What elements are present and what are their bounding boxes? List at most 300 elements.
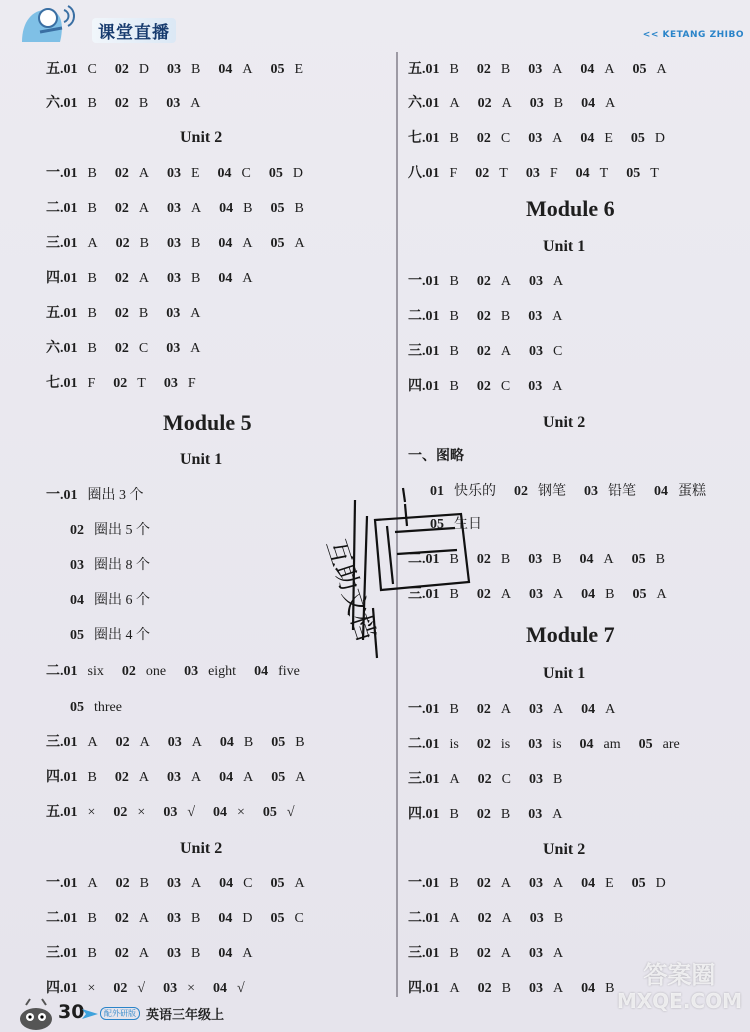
question-number: 二.01 bbox=[408, 552, 440, 567]
answer-value: × bbox=[237, 805, 245, 820]
question-number: 02 bbox=[113, 376, 128, 391]
question-number: 05 bbox=[630, 131, 645, 146]
answer-row bbox=[46, 733, 323, 753]
question-number: 02 bbox=[475, 166, 490, 181]
answer-row bbox=[408, 342, 580, 362]
module-heading: Module 5 bbox=[163, 410, 252, 435]
question-number: 02 bbox=[115, 236, 130, 251]
mascot-icon bbox=[14, 2, 84, 44]
question-number: 05 bbox=[270, 201, 285, 216]
question-number: 02 bbox=[114, 341, 129, 356]
question-number: 05 bbox=[270, 876, 285, 891]
question-number: 02 bbox=[114, 201, 129, 216]
answer-value: D bbox=[292, 166, 303, 181]
question-number: 04 bbox=[581, 981, 596, 996]
module-heading: Module 7 bbox=[526, 622, 615, 647]
question-number: 03 bbox=[166, 166, 181, 181]
unit-heading: Unit 2 bbox=[180, 129, 223, 146]
watermark-line2: MXQE.COM bbox=[616, 989, 742, 1013]
answer-row bbox=[408, 447, 474, 467]
question-number: 01 bbox=[430, 484, 444, 499]
question-number: 03 bbox=[528, 946, 543, 961]
answer-row bbox=[70, 698, 140, 718]
answer-value: F bbox=[549, 166, 558, 181]
answer-value: A bbox=[500, 946, 511, 961]
watermark-line1: 答案圈 bbox=[643, 961, 716, 989]
answer-value: am bbox=[603, 737, 621, 752]
page-number: 30 bbox=[58, 1001, 85, 1023]
answer-value: 快乐的 bbox=[454, 484, 496, 499]
question-number: 03 bbox=[184, 664, 199, 679]
question-number: 三.01 bbox=[408, 344, 440, 359]
question-number: 04 bbox=[580, 62, 595, 77]
answer-row bbox=[46, 339, 218, 359]
answer-value: 圈出 4 个 bbox=[94, 628, 150, 643]
question-number: 03 bbox=[166, 236, 181, 251]
answer-value: A bbox=[138, 271, 149, 286]
answer-value: A bbox=[552, 379, 563, 394]
answer-row bbox=[408, 770, 580, 790]
answer-row bbox=[408, 60, 685, 80]
answer-row bbox=[408, 272, 581, 292]
question-number: 四.01 bbox=[408, 807, 440, 822]
question-number: 02 bbox=[476, 274, 491, 289]
question-number: 02 bbox=[476, 587, 491, 602]
question-number: 一.01 bbox=[46, 876, 78, 891]
answer-value: A bbox=[295, 770, 306, 785]
answer-value: eight bbox=[208, 664, 237, 679]
question-number: 四.01 bbox=[46, 770, 78, 785]
question-number: 03 bbox=[70, 558, 84, 573]
question-number: 三.01 bbox=[408, 946, 440, 961]
answer-value: 圈出 6 个 bbox=[94, 593, 150, 608]
answer-row bbox=[46, 662, 318, 682]
unit-heading: Unit 1 bbox=[180, 451, 223, 468]
question-number: 四.01 bbox=[46, 981, 78, 996]
answer-value: B bbox=[655, 552, 665, 567]
question-number: 02 bbox=[476, 379, 491, 394]
answer-value: B bbox=[87, 96, 97, 111]
answer-value: A bbox=[242, 271, 253, 286]
question-number: 02 bbox=[476, 946, 491, 961]
question-number: 02 bbox=[476, 131, 491, 146]
question-number: 02 bbox=[114, 271, 129, 286]
answer-value: × bbox=[87, 981, 96, 996]
answer-value: B bbox=[190, 236, 201, 251]
question-number: 02 bbox=[477, 911, 492, 926]
answer-row bbox=[46, 60, 321, 80]
question-number: 02 bbox=[476, 552, 491, 567]
question-number: 05 bbox=[262, 805, 277, 820]
answer-value: E bbox=[294, 62, 303, 77]
question-number: 一、图略 bbox=[408, 449, 464, 464]
question-number: 04 bbox=[219, 201, 234, 216]
answer-row bbox=[46, 164, 321, 184]
question-number: 02 bbox=[514, 484, 528, 499]
question-number: 02 bbox=[114, 166, 129, 181]
answer-value: B bbox=[500, 62, 511, 77]
question-number: 04 bbox=[254, 664, 269, 679]
question-number: 04 bbox=[217, 166, 232, 181]
question-number: 03 bbox=[528, 309, 543, 324]
answer-value: F bbox=[449, 166, 458, 181]
question-number: 04 bbox=[654, 484, 668, 499]
header-tagline: << KETANG ZHIBO bbox=[642, 30, 744, 40]
question-number: 二.01 bbox=[46, 911, 78, 926]
answer-row bbox=[408, 909, 581, 929]
question-number: 02 bbox=[114, 946, 129, 961]
question-number: 04 bbox=[580, 131, 595, 146]
question-number: 二.01 bbox=[408, 737, 440, 752]
question-number: 04 bbox=[219, 876, 234, 891]
question-number: 三.01 bbox=[46, 735, 78, 750]
question-number: 03 bbox=[528, 131, 543, 146]
question-number: 六.01 bbox=[46, 96, 78, 111]
header bbox=[0, 0, 750, 48]
question-number: 04 bbox=[213, 981, 227, 996]
answer-row bbox=[46, 304, 218, 324]
answer-value: C bbox=[500, 131, 511, 146]
question-number: 03 bbox=[528, 772, 543, 787]
question-number: 03 bbox=[163, 376, 178, 391]
answer-value: B bbox=[138, 96, 149, 111]
question-number: 02 bbox=[477, 96, 492, 111]
answer-value: A bbox=[138, 946, 149, 961]
answer-value: T bbox=[650, 166, 659, 181]
question-number: 03 bbox=[528, 702, 543, 717]
question-number: 02 bbox=[121, 664, 136, 679]
answer-row bbox=[46, 234, 323, 254]
question-number: 04 bbox=[575, 166, 590, 181]
answer-value: 铅笔 bbox=[608, 484, 636, 499]
question-number: 五.01 bbox=[408, 62, 440, 77]
answer-value: B bbox=[500, 552, 511, 567]
answer-value: three bbox=[94, 700, 122, 715]
answer-row bbox=[408, 307, 580, 327]
answer-value: √ bbox=[187, 805, 195, 820]
answer-row bbox=[46, 944, 270, 964]
answer-value: × bbox=[137, 805, 146, 820]
answer-row bbox=[408, 700, 633, 720]
question-number: 05 bbox=[631, 552, 646, 567]
question-number: 03 bbox=[166, 341, 181, 356]
answer-value: B bbox=[87, 271, 97, 286]
question-number: 02 bbox=[114, 306, 129, 321]
answer-value: C bbox=[294, 911, 304, 926]
answer-value: A bbox=[500, 876, 511, 891]
answer-value: B bbox=[87, 201, 97, 216]
answer-row bbox=[408, 94, 633, 114]
answer-value: A bbox=[138, 201, 149, 216]
answer-row bbox=[408, 164, 677, 184]
answer-value: A bbox=[501, 911, 512, 926]
answer-value: A bbox=[552, 702, 564, 717]
answer-value: A bbox=[449, 981, 460, 996]
answer-value: × bbox=[187, 981, 195, 996]
answer-value: D bbox=[655, 876, 666, 891]
answer-value: C bbox=[243, 876, 253, 891]
arrow-right-icon bbox=[82, 1007, 98, 1021]
answer-value: B bbox=[87, 341, 97, 356]
answer-value: E bbox=[190, 166, 200, 181]
answer-value: C bbox=[501, 772, 511, 787]
question-number: 六.01 bbox=[408, 96, 440, 111]
answer-value: B bbox=[87, 911, 97, 926]
answer-value: B bbox=[449, 876, 459, 891]
question-number: 05 bbox=[631, 876, 646, 891]
question-number: 02 bbox=[70, 523, 84, 538]
module-heading: Module 6 bbox=[526, 196, 615, 221]
answer-value: B bbox=[552, 772, 563, 787]
answer-value: T bbox=[599, 166, 609, 181]
answer-value: B bbox=[243, 735, 254, 750]
answer-value: B bbox=[553, 911, 564, 926]
answer-value: B bbox=[449, 807, 459, 822]
book-mascot-icon bbox=[16, 997, 56, 1031]
answer-row bbox=[408, 735, 698, 755]
answer-value: B bbox=[190, 271, 201, 286]
answer-value: C bbox=[552, 344, 563, 359]
question-number: 04 bbox=[581, 587, 596, 602]
logo-text: 课堂直播 bbox=[92, 18, 176, 43]
question-number: 05 bbox=[632, 587, 647, 602]
question-number: 03 bbox=[163, 805, 178, 820]
answer-value: C bbox=[241, 166, 251, 181]
question-number: 一.01 bbox=[46, 488, 78, 503]
answer-value: B bbox=[190, 62, 201, 77]
stamp-text: 互助文档 bbox=[319, 535, 381, 645]
question-number: 03 bbox=[166, 770, 181, 785]
answer-value: B bbox=[139, 876, 149, 891]
question-number: 四.01 bbox=[408, 981, 440, 996]
question-number: 03 bbox=[528, 344, 543, 359]
question-number: 05 bbox=[268, 166, 283, 181]
answer-value: √ bbox=[237, 981, 245, 996]
question-number: 02 bbox=[115, 876, 130, 891]
answer-value: is bbox=[500, 737, 511, 752]
answer-value: √ bbox=[286, 805, 295, 820]
answer-row bbox=[408, 805, 580, 825]
answer-value: B bbox=[295, 735, 305, 750]
question-number: 02 bbox=[476, 807, 491, 822]
question-number: 02 bbox=[476, 62, 491, 77]
question-number: 03 bbox=[528, 737, 543, 752]
answer-value: F bbox=[187, 376, 196, 391]
answer-value: A bbox=[605, 96, 616, 111]
answer-row bbox=[46, 199, 322, 219]
answer-value: B bbox=[138, 306, 149, 321]
answer-row bbox=[46, 874, 323, 894]
question-number: 02 bbox=[114, 62, 129, 77]
answer-value: A bbox=[190, 341, 201, 356]
answer-value: B bbox=[87, 946, 97, 961]
question-number: 03 bbox=[163, 981, 178, 996]
question-number: 六.01 bbox=[46, 341, 78, 356]
question-number: 三.01 bbox=[46, 946, 78, 961]
answer-row bbox=[408, 944, 581, 964]
question-number: 五.01 bbox=[46, 306, 78, 321]
question-number: 04 bbox=[218, 946, 233, 961]
answer-value: 圈出 8 个 bbox=[94, 558, 150, 573]
question-number: 五.01 bbox=[46, 62, 78, 77]
answer-value: A bbox=[552, 62, 563, 77]
answer-value: A bbox=[552, 981, 564, 996]
answer-value: C bbox=[87, 62, 97, 77]
answer-value: A bbox=[603, 552, 614, 567]
question-number: 05 bbox=[270, 911, 285, 926]
answer-value: A bbox=[242, 62, 253, 77]
answer-value: A bbox=[242, 236, 253, 251]
answer-value: T bbox=[499, 166, 508, 181]
answer-value: A bbox=[190, 876, 202, 891]
question-number: 03 bbox=[529, 96, 544, 111]
answer-value: C bbox=[500, 379, 511, 394]
question-number: 05 bbox=[70, 700, 84, 715]
answer-value: B bbox=[449, 131, 459, 146]
unit-heading: Unit 2 bbox=[543, 841, 586, 858]
answer-value: C bbox=[138, 341, 149, 356]
answer-value: 钢笔 bbox=[538, 484, 566, 499]
answer-row bbox=[70, 626, 168, 646]
question-number: 03 bbox=[528, 981, 543, 996]
unit-heading: Unit 2 bbox=[180, 840, 223, 857]
answer-value: A bbox=[243, 770, 254, 785]
question-number: 二.01 bbox=[46, 201, 78, 216]
answer-row bbox=[46, 768, 323, 788]
question-number: 三.01 bbox=[408, 772, 440, 787]
question-number: 02 bbox=[477, 772, 492, 787]
question-number: 04 bbox=[581, 876, 596, 891]
stamp-watermark-icon bbox=[285, 480, 485, 660]
question-number: 04 bbox=[213, 805, 227, 820]
answer-value: A bbox=[242, 946, 253, 961]
question-number: 05 bbox=[271, 735, 286, 750]
answer-row bbox=[408, 129, 683, 149]
answer-value: A bbox=[190, 770, 202, 785]
unit-heading: Unit 1 bbox=[543, 665, 586, 682]
question-number: 03 bbox=[166, 201, 181, 216]
answer-value: B bbox=[500, 807, 511, 822]
answer-value: A bbox=[449, 96, 460, 111]
answer-value: A bbox=[552, 274, 564, 289]
answer-value: 圈出 5 个 bbox=[94, 523, 150, 538]
question-number: 05 bbox=[638, 737, 653, 752]
question-number: 三.01 bbox=[46, 236, 78, 251]
question-number: 04 bbox=[581, 96, 596, 111]
answer-value: B bbox=[449, 309, 459, 324]
answer-value: B bbox=[605, 981, 615, 996]
question-number: 05 bbox=[270, 62, 285, 77]
question-number: 02 bbox=[114, 911, 129, 926]
answer-value: A bbox=[138, 770, 149, 785]
question-number: 03 bbox=[528, 807, 543, 822]
answer-value: A bbox=[552, 946, 564, 961]
question-number: 03 bbox=[166, 96, 181, 111]
answer-value: B bbox=[243, 201, 253, 216]
answer-row bbox=[70, 521, 168, 541]
answer-row bbox=[46, 374, 214, 394]
answer-value: is bbox=[449, 737, 459, 752]
question-number: 二.01 bbox=[408, 309, 440, 324]
answer-value: B bbox=[605, 587, 615, 602]
question-number: 04 bbox=[218, 236, 233, 251]
answer-value: B bbox=[553, 96, 564, 111]
answer-value: A bbox=[552, 876, 564, 891]
answer-value: B bbox=[294, 201, 304, 216]
question-number: 一.01 bbox=[408, 702, 440, 717]
question-number: 04 bbox=[579, 552, 594, 567]
answer-value: A bbox=[294, 876, 305, 891]
question-number: 02 bbox=[477, 981, 492, 996]
answer-value: A bbox=[138, 911, 149, 926]
question-number: 02 bbox=[476, 737, 491, 752]
answer-row bbox=[46, 486, 162, 506]
answer-value: B bbox=[87, 770, 97, 785]
answer-row bbox=[46, 269, 270, 289]
answer-value: D bbox=[138, 62, 149, 77]
answer-value: A bbox=[500, 344, 511, 359]
question-number: 02 bbox=[476, 702, 491, 717]
answer-value: B bbox=[87, 306, 97, 321]
question-number: 03 bbox=[166, 911, 181, 926]
answer-value: A bbox=[605, 702, 616, 717]
answer-value: A bbox=[501, 96, 512, 111]
question-number: 03 bbox=[166, 271, 181, 286]
question-number: 05 bbox=[430, 517, 444, 532]
question-number: 二.01 bbox=[46, 664, 78, 679]
answer-value: is bbox=[552, 737, 562, 752]
answer-value: A bbox=[138, 166, 149, 181]
question-number: 04 bbox=[70, 593, 84, 608]
answer-value: B bbox=[449, 379, 459, 394]
question-number: 四.01 bbox=[408, 379, 440, 394]
edition-badge: 配外研版 bbox=[100, 1007, 140, 1020]
question-number: 03 bbox=[167, 735, 182, 750]
answer-value: A bbox=[87, 236, 98, 251]
answer-value: A bbox=[552, 587, 564, 602]
answer-value: A bbox=[190, 96, 201, 111]
question-number: 03 bbox=[166, 876, 181, 891]
answer-value: A bbox=[552, 131, 563, 146]
question-number: 五.01 bbox=[46, 805, 78, 820]
question-number: 03 bbox=[584, 484, 598, 499]
answer-value: A bbox=[87, 735, 98, 750]
question-number: 四.01 bbox=[46, 271, 78, 286]
answer-value: B bbox=[552, 552, 562, 567]
answer-row bbox=[46, 94, 218, 114]
answer-value: A bbox=[656, 587, 667, 602]
question-number: 05 bbox=[632, 62, 647, 77]
answer-value: B bbox=[500, 309, 511, 324]
question-number: 05 bbox=[70, 628, 84, 643]
question-number: 05 bbox=[626, 166, 641, 181]
question-number: 03 bbox=[166, 946, 181, 961]
answer-value: F bbox=[87, 376, 96, 391]
answer-value: T bbox=[137, 376, 146, 391]
question-number: 一.01 bbox=[46, 166, 78, 181]
answer-value: A bbox=[87, 876, 98, 891]
question-number: 七.01 bbox=[408, 131, 440, 146]
answer-value: A bbox=[190, 306, 201, 321]
answer-row bbox=[70, 556, 168, 576]
question-number: 一.01 bbox=[408, 876, 440, 891]
question-number: 03 bbox=[529, 911, 544, 926]
answer-value: six bbox=[87, 664, 104, 679]
answer-value: E bbox=[604, 131, 613, 146]
answer-value: A bbox=[500, 587, 511, 602]
answer-value: A bbox=[552, 807, 563, 822]
answer-value: √ bbox=[137, 981, 146, 996]
